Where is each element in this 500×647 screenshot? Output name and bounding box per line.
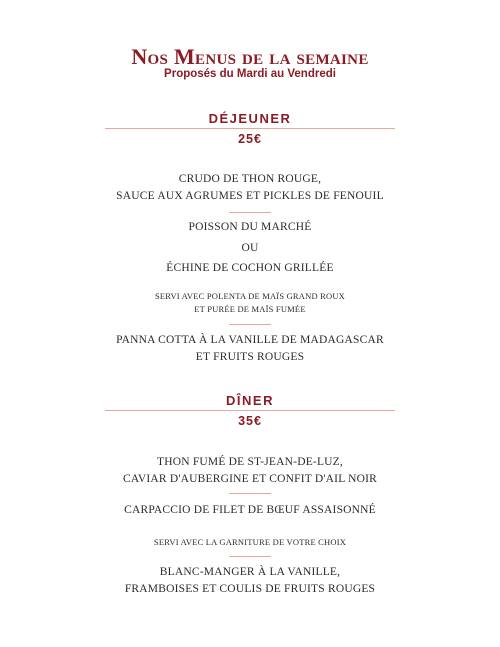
lunch-main-option-2: ÉCHINE DE COCHON GRILLÉE bbox=[166, 262, 334, 274]
lunch-main-or: OU bbox=[241, 242, 259, 254]
lunch-dessert bbox=[0, 332, 500, 366]
lunch-main-note-line-1: SERVI AVEC POLENTA DE MAÏS GRAND ROUX bbox=[154, 291, 346, 301]
dinner-main-note: SERVI AVEC LA GARNITURE DE VOTRE CHOIX bbox=[153, 537, 347, 547]
dinner-dessert-line-2: FRAMBOISES ET COULIS DE FRUITS ROUGES bbox=[124, 583, 376, 595]
dinner-main: CARPACCIO DE FILET DE BŒUF ASSAISONNÉ bbox=[124, 504, 376, 516]
page-title: Nos Menus de la semaine bbox=[131, 44, 369, 69]
lunch-main-note-line-2: ET PURÉE DE MAÏS FUMÉE bbox=[194, 304, 306, 314]
lunch-heading-rule bbox=[105, 128, 395, 129]
dinner-divider-2 bbox=[229, 556, 271, 557]
dinner-heading: DÎNER bbox=[226, 393, 274, 408]
dinner-price: 35€ bbox=[238, 414, 262, 428]
lunch-starter-line-1: CRUDO DE THON ROUGE, bbox=[178, 173, 322, 185]
dinner-dessert-line-1: BLANC-MANGER À LA VANILLE, bbox=[159, 566, 341, 578]
dinner-starter-line-2: CAVIAR D'AUBERGINE ET CONFIT D'AIL NOIR bbox=[123, 473, 377, 485]
lunch-dessert-line-1: PANNA COTTA À LA VANILLE DE MADAGASCAR bbox=[116, 334, 384, 346]
lunch-main-option-1: POISSON DU MARCHÉ bbox=[188, 221, 312, 233]
lunch-starter bbox=[0, 171, 500, 205]
lunch-price: 25€ bbox=[238, 132, 262, 146]
lunch-divider-1 bbox=[229, 212, 271, 213]
lunch-starter-line-2: SAUCE AUX AGRUMES ET PICKLES DE FENOUIL bbox=[116, 190, 384, 202]
dinner-starter bbox=[0, 454, 500, 488]
lunch-divider-2 bbox=[229, 324, 271, 325]
dinner-heading-rule bbox=[105, 410, 395, 411]
page-subtitle: Proposés du Mardi au Vendredi bbox=[164, 68, 336, 80]
dinner-dessert bbox=[0, 564, 500, 598]
lunch-heading: DÉJEUNER bbox=[208, 111, 292, 126]
dinner-divider-1 bbox=[229, 493, 271, 494]
lunch-dessert-line-2: ET FRUITS ROUGES bbox=[195, 351, 305, 363]
dinner-starter-line-1: THON FUMÉ DE ST-JEAN-DE-LUZ, bbox=[157, 456, 343, 468]
lunch-main-note bbox=[0, 290, 500, 316]
